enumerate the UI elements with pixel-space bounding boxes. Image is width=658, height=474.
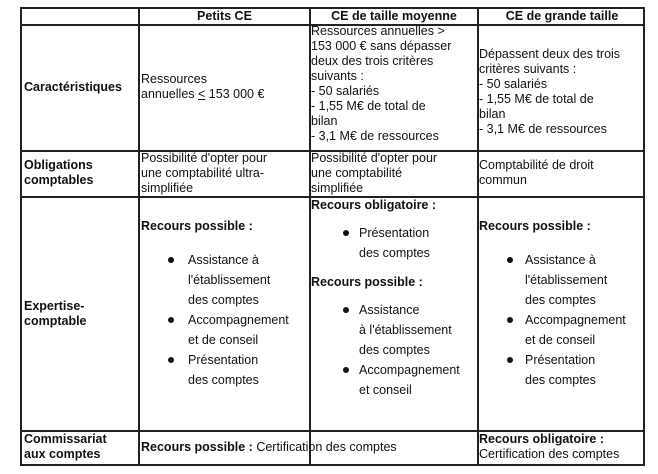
column-divider: [138, 9, 140, 464]
text-line: bilan: [479, 107, 506, 121]
text-line: des comptes: [525, 373, 596, 387]
row-label-caracteristiques: Caractéristiques: [24, 80, 122, 94]
cell-caracteristiques-moyenne: [311, 24, 477, 144]
cell-caracteristiques-petits: [141, 72, 309, 102]
cell-commissariat-petits-moyenne: [141, 440, 477, 455]
text-line: - 1,55 M€ de total de: [479, 92, 594, 106]
row-label-obligations: [24, 158, 93, 188]
header-ce-grande: CE de grande taille: [505, 9, 619, 23]
comparison-table: [20, 7, 645, 466]
text-line: Assistance à: [188, 253, 259, 267]
cell-commissariat-grande: [479, 432, 645, 462]
text-line: comptables: [24, 173, 94, 187]
text-line: des comptes: [359, 246, 430, 260]
text-line: - 50 salariés: [479, 77, 548, 91]
cell-obligations-grande: [479, 158, 645, 188]
bullet-icon: [343, 367, 349, 373]
bullet-icon: [507, 317, 513, 323]
cell-obligations-moyenne: [311, 151, 477, 196]
recours-heading: Recours possible :: [479, 219, 591, 233]
cell-expertise-grande: [479, 219, 645, 390]
bullet-icon: [168, 357, 174, 363]
text-line: et conseil: [359, 383, 412, 397]
cell-expertise-petits: [141, 219, 309, 390]
list-item: [188, 350, 309, 390]
bullet-list: [188, 250, 309, 390]
text-line: Dépassent deux des trois: [479, 47, 621, 61]
bullet-list: [525, 250, 645, 390]
bullet-icon: [343, 230, 349, 236]
cell-expertise-moyenne: [311, 198, 477, 400]
text-line: Possibilité d'opter pour: [311, 151, 438, 165]
text-line: 153 000 € sans dépasser: [311, 39, 452, 53]
leq-symbol: <: [198, 87, 206, 101]
header-petits-ce: Petits CE: [197, 9, 252, 23]
text-line: Ressources annuelles >: [311, 24, 445, 38]
bullet-list: [359, 300, 477, 400]
list-item: [359, 360, 477, 400]
bullet-icon: [168, 257, 174, 263]
text-line: et de conseil: [188, 333, 259, 347]
text-line: et de conseil: [525, 333, 596, 347]
list-item: [525, 250, 645, 310]
text-line: Possibilité d'opter pour: [141, 151, 268, 165]
text-line: suivants :: [311, 69, 364, 83]
text-line: Comptabilité de droit: [479, 158, 594, 172]
text-line: aux comptes: [24, 447, 101, 461]
text-line: - 1,55 M€ de total de: [311, 99, 426, 113]
recours-possible-label: Recours possible :: [141, 440, 253, 454]
bullet-icon: [168, 317, 174, 323]
text-line: - 3,1 M€ de ressources: [479, 122, 607, 136]
text-line: Présentation: [188, 353, 259, 367]
text-line: à l'établissement: [359, 323, 452, 337]
bullet-icon: [343, 307, 349, 313]
header-ce-moyenne: CE de taille moyenne: [331, 9, 457, 23]
list-item: [359, 300, 477, 360]
list-item: [525, 350, 645, 390]
certification-text: Certification des comptes: [479, 447, 620, 461]
text-line: une comptabilité: [311, 166, 403, 180]
text-fragment: annuelles: [141, 87, 198, 101]
text-line: Accompagnement: [525, 313, 626, 327]
text-line: Assistance: [359, 303, 420, 317]
text-line: Présentation: [525, 353, 596, 367]
text-line: - 3,1 M€ de ressources: [311, 129, 439, 143]
text-line: - 50 salariés: [311, 84, 380, 98]
text-line: [141, 87, 309, 102]
text-line: l'établissement: [188, 273, 271, 287]
text-line: Présentation: [359, 226, 430, 240]
cell-caracteristiques-grande: [479, 47, 645, 137]
text-line: bilan: [311, 114, 338, 128]
text-line: comptable: [24, 314, 87, 328]
text-fragment: 153 000 €: [205, 87, 265, 101]
text-line: Obligations: [24, 158, 93, 172]
text-line: Accompagnement: [188, 313, 289, 327]
text-line: Accompagnement: [359, 363, 460, 377]
text-line: simplifiée: [311, 181, 364, 195]
list-item: [525, 310, 645, 350]
text-line: Assistance à: [525, 253, 596, 267]
list-item: [188, 310, 309, 350]
text-line: simplifiée: [141, 181, 194, 195]
text-line: des comptes: [188, 293, 259, 307]
text-line: des comptes: [359, 343, 430, 357]
text-line: Expertise-: [24, 299, 85, 313]
text-line: deux des trois critères: [311, 54, 434, 68]
text-line: l'établissement: [525, 273, 608, 287]
text-line: commun: [479, 173, 527, 187]
text-line: critères suivants :: [479, 62, 577, 76]
text-line: des comptes: [525, 293, 596, 307]
recours-possible-heading: Recours possible :: [311, 275, 423, 289]
recours-heading: Recours possible :: [141, 219, 253, 233]
recours-obligatoire-heading: Recours obligatoire :: [311, 198, 437, 212]
list-item: [359, 223, 477, 263]
text-line: une comptabilité ultra-: [141, 166, 264, 180]
text-line: des comptes: [188, 373, 259, 387]
row-label-expertise: [24, 299, 87, 329]
bullet-icon: [507, 257, 513, 263]
row-label-commissariat: [24, 432, 107, 462]
list-item: [188, 250, 309, 310]
bullet-icon: [507, 357, 513, 363]
certification-text: Certification des comptes: [252, 440, 397, 454]
recours-obligatoire-label: Recours obligatoire :: [479, 432, 605, 446]
bullet-list: [359, 223, 477, 263]
text-line: Ressources: [141, 72, 207, 86]
cell-obligations-petits: [141, 151, 309, 196]
text-line: Commissariat: [24, 432, 107, 446]
